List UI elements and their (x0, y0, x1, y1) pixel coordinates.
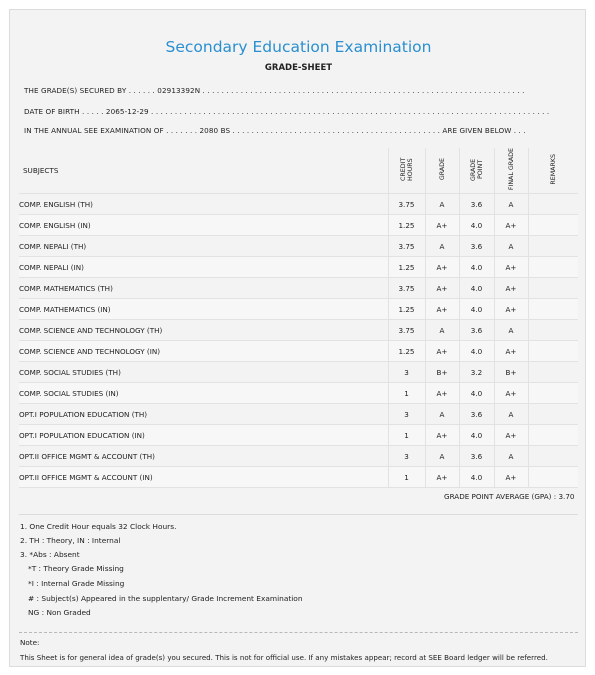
remarks-cell (528, 320, 578, 341)
final-grade-cell: A (494, 236, 528, 257)
final-grade-cell: A+ (494, 257, 528, 278)
subject-cell: COMP. ENGLISH (TH) (19, 194, 388, 215)
credit-hours-cell: 1.25 (388, 299, 425, 320)
grade-cell: A+ (425, 341, 459, 362)
credit-hours-cell: 3 (388, 404, 425, 425)
gpa-summary: GRADE POINT AVERAGE (GPA) : 3.70 (444, 492, 575, 501)
header-credit-hours: CREDIT HOURS (388, 148, 425, 194)
table-row (19, 362, 578, 383)
subject-cell: COMP. ENGLISH (IN) (19, 215, 388, 236)
subject-cell: COMP. SCIENCE AND TECHNOLOGY (IN) (19, 341, 388, 362)
final-grade-cell: A (494, 404, 528, 425)
credit-hours-cell: 1.25 (388, 257, 425, 278)
remarks-cell (528, 404, 578, 425)
table-row (19, 194, 578, 215)
credit-hours-cell: 3 (388, 362, 425, 383)
remarks-cell (528, 257, 578, 278)
grade-point-cell: 4.0 (459, 467, 494, 488)
header-final-grade: FINAL GRADE (494, 148, 528, 194)
date-of-birth-line: DATE OF BIRTH . . . . . 2065-12-29 . . . . . . . . . . . . . . . . . . . . . . . . . . . . . . . . . . . . . . . . . . . . . . . . . . . . . . . . . . . . . . . . . . . . . . . . . . . . . . . . . . . . (24, 107, 550, 116)
credit-hours-cell: 3.75 (388, 236, 425, 257)
grade-point-cell: 4.0 (459, 257, 494, 278)
table-row (19, 425, 578, 446)
page-title: Secondary Education Examination (165, 38, 432, 56)
grade-cell: A+ (425, 215, 459, 236)
grade-cell: B+ (425, 362, 459, 383)
remarks-cell (528, 446, 578, 467)
header-subjects: SUBJECTS (19, 148, 388, 194)
remarks-cell (528, 467, 578, 488)
table-row (19, 383, 578, 404)
final-grade-cell: B+ (494, 362, 528, 383)
credit-hours-cell: 1 (388, 383, 425, 404)
remarks-cell (528, 215, 578, 236)
note-item: 1. One Credit Hour equals 32 Clock Hours. (20, 522, 177, 531)
subject-cell: OPT.II OFFICE MGMT & ACCOUNT (TH) (19, 446, 388, 467)
subject-cell: COMP. MATHEMATICS (TH) (19, 278, 388, 299)
final-grade-cell: A+ (494, 467, 528, 488)
grade-point-cell: 4.0 (459, 425, 494, 446)
table-row (19, 404, 578, 425)
grade-cell: A (425, 194, 459, 215)
subject-cell: COMP. SOCIAL STUDIES (TH) (19, 362, 388, 383)
header-grade-point: GRADE POINT (459, 148, 494, 194)
credit-hours-cell: 3.75 (388, 278, 425, 299)
note-item: 2. TH : Theory, IN : Internal (20, 536, 121, 545)
grade-cell: A+ (425, 383, 459, 404)
subject-cell: COMP. NEPALI (TH) (19, 236, 388, 257)
note-item: NG : Non Graded (28, 608, 91, 617)
remarks-cell (528, 278, 578, 299)
table-row (19, 320, 578, 341)
table-row (19, 278, 578, 299)
final-grade-cell: A (494, 194, 528, 215)
grade-cell: A+ (425, 467, 459, 488)
final-grade-cell: A+ (494, 278, 528, 299)
table-row (19, 215, 578, 236)
credit-hours-cell: 1.25 (388, 341, 425, 362)
dashed-divider (19, 632, 578, 633)
grade-point-cell: 3.6 (459, 404, 494, 425)
note-item: *T : Theory Grade Missing (28, 564, 124, 573)
grade-point-cell: 3.6 (459, 236, 494, 257)
final-grade-cell: A+ (494, 215, 528, 236)
remarks-cell (528, 341, 578, 362)
final-grade-cell: A (494, 446, 528, 467)
table-row (19, 446, 578, 467)
remarks-cell (528, 425, 578, 446)
grade-point-cell: 4.0 (459, 215, 494, 236)
grade-cell: A+ (425, 425, 459, 446)
section-divider (19, 514, 578, 515)
remarks-cell (528, 194, 578, 215)
final-grade-cell: A+ (494, 341, 528, 362)
grades-table (19, 148, 578, 488)
grade-cell: A (425, 404, 459, 425)
table-header-row (19, 148, 578, 194)
header-grade: GRADE (425, 148, 459, 194)
table-row (19, 236, 578, 257)
final-grade-cell: A (494, 320, 528, 341)
credit-hours-cell: 1.25 (388, 215, 425, 236)
remarks-cell (528, 362, 578, 383)
grade-point-cell: 4.0 (459, 278, 494, 299)
final-grade-cell: A+ (494, 299, 528, 320)
grade-point-cell: 4.0 (459, 341, 494, 362)
note-label: Note: (20, 638, 40, 647)
credit-hours-cell: 3.75 (388, 320, 425, 341)
secured-by-line: THE GRADE(S) SECURED BY . . . . . . 02913392N . . . . . . . . . . . . . . . . . . . . . . . . . . . . . . . . . . . . . . . . . . . . . . . . . . . . . . . . . . . . . . . . . . . . (24, 86, 525, 95)
credit-hours-cell: 3.75 (388, 194, 425, 215)
table-row (19, 299, 578, 320)
note-item: *I : Internal Grade Missing (28, 579, 125, 588)
remarks-cell (528, 299, 578, 320)
grade-point-cell: 3.6 (459, 446, 494, 467)
subject-cell: OPT.I POPULATION EDUCATION (TH) (19, 404, 388, 425)
grade-point-cell: 3.6 (459, 320, 494, 341)
subject-cell: COMP. NEPALI (IN) (19, 257, 388, 278)
subject-cell: OPT.I POPULATION EDUCATION (IN) (19, 425, 388, 446)
subject-cell: COMP. SOCIAL STUDIES (IN) (19, 383, 388, 404)
grade-sheet-panel (9, 9, 586, 667)
header-remarks: REMARKS (528, 148, 578, 194)
remarks-cell (528, 383, 578, 404)
grade-point-cell: 4.0 (459, 383, 494, 404)
remarks-cell (528, 236, 578, 257)
grade-cell: A (425, 320, 459, 341)
credit-hours-cell: 3 (388, 446, 425, 467)
subject-cell: COMP. MATHEMATICS (IN) (19, 299, 388, 320)
table-row (19, 467, 578, 488)
credit-hours-cell: 1 (388, 467, 425, 488)
disclaimer-text: This Sheet is for general idea of grade(s) you secured. This is not for official use. If any mistakes appear; record at SEE Board ledger will be referred. (20, 653, 548, 662)
grade-point-cell: 4.0 (459, 299, 494, 320)
credit-hours-cell: 1 (388, 425, 425, 446)
note-item: # : Subject(s) Appeared in the supplentary/ Grade Increment Examination (28, 594, 303, 603)
grade-point-cell: 3.6 (459, 194, 494, 215)
note-item: 3. *Abs : Absent (20, 550, 80, 559)
table-row (19, 257, 578, 278)
grade-cell: A (425, 236, 459, 257)
final-grade-cell: A+ (494, 425, 528, 446)
final-grade-cell: A+ (494, 383, 528, 404)
grades-table-body (19, 194, 578, 488)
exam-line: IN THE ANNUAL SEE EXAMINATION OF . . . . . . . 2080 BS . . . . . . . . . . . . . . . . . . . . . . . . . . . . . . . . . . . . . . . . . . . . ARE GIVEN BELOW . . . (24, 126, 526, 135)
grade-cell: A+ (425, 257, 459, 278)
grade-sheet-heading: GRADE-SHEET (264, 63, 333, 73)
subject-cell: OPT.II OFFICE MGMT & ACCOUNT (IN) (19, 467, 388, 488)
subject-cell: COMP. SCIENCE AND TECHNOLOGY (TH) (19, 320, 388, 341)
grade-point-cell: 3.2 (459, 362, 494, 383)
table-row (19, 341, 578, 362)
grade-cell: A+ (425, 299, 459, 320)
grade-cell: A+ (425, 278, 459, 299)
grade-cell: A (425, 446, 459, 467)
